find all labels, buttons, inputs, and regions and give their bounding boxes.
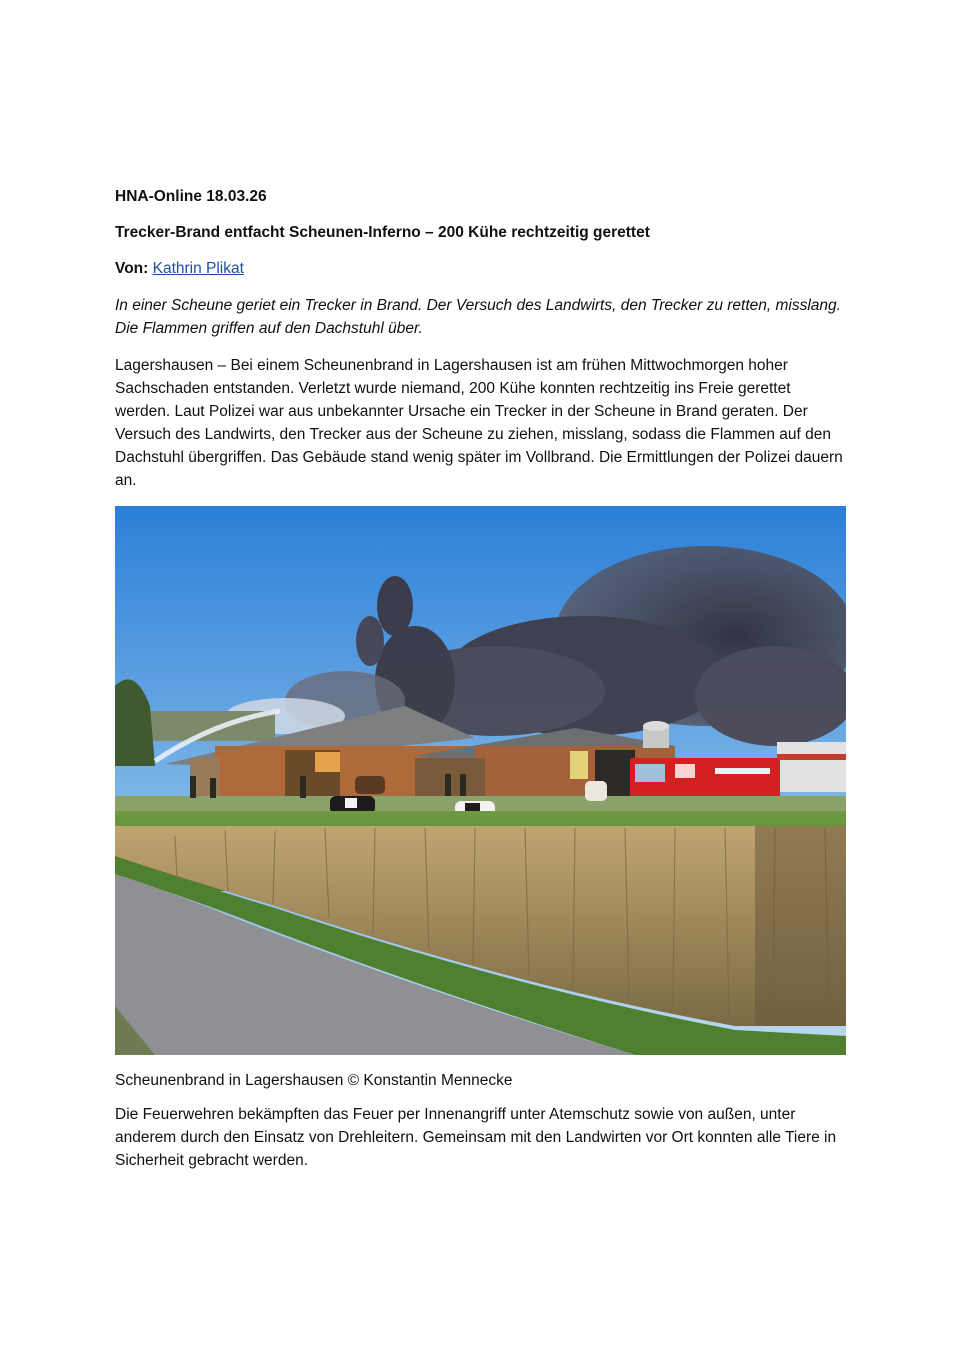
barn-fire-photo [115,506,846,1055]
article-teaser: In einer Scheune geriet ein Trecker in Brand. Der Versuch des Landwirts, den Trecker zu retten, misslang. Die Flammen griffen auf den Dachstuhl über. [115,297,841,337]
article-headline: Trecker-Brand entfacht Scheunen-Inferno – 200 Kühe rechtzeitig gerettet [115,224,650,241]
byline-label: Von: [115,260,149,277]
article [115,186,846,1172]
photo-caption: Scheunenbrand in Lagershausen © Konstantin Mennecke [115,1072,513,1089]
source-date-line: HNA-Online 18.03.26 [115,188,267,205]
byline [115,258,846,280]
paragraph-1: Lagershausen – Bei einem Scheunenbrand in Lagershausen ist am frühen Mittwochmorgen hoher Sachschaden entstanden. Verletzt wurde niemand, 200 Kühe konnten rechtzeitig ins Freie gerettet werden. Laut Polizei war aus unbekannter Ursache ein Trecker in der Scheune in Brand geraten. Der Versuch des Landwirts, den Trecker aus der Scheune zu ziehen, misslang, sodass die Flammen auf den Dachstuhl übergriffen. Das Gebäude stand wenig später im Vollbrand. Die Ermittlungen der Polizei dauern an. [115,357,843,489]
paragraph-2: Die Feuerwehren bekämpften das Feuer per Innenangriff unter Atemschutz sowie von außen, unter anderem durch den Einsatz von Drehleitern. Gemeinsam mit den Landwirten vor Ort konnten alle Tiere in Sicherheit gebracht werden. [115,1106,837,1169]
author-link[interactable]: Kathrin Plikat [152,260,244,277]
